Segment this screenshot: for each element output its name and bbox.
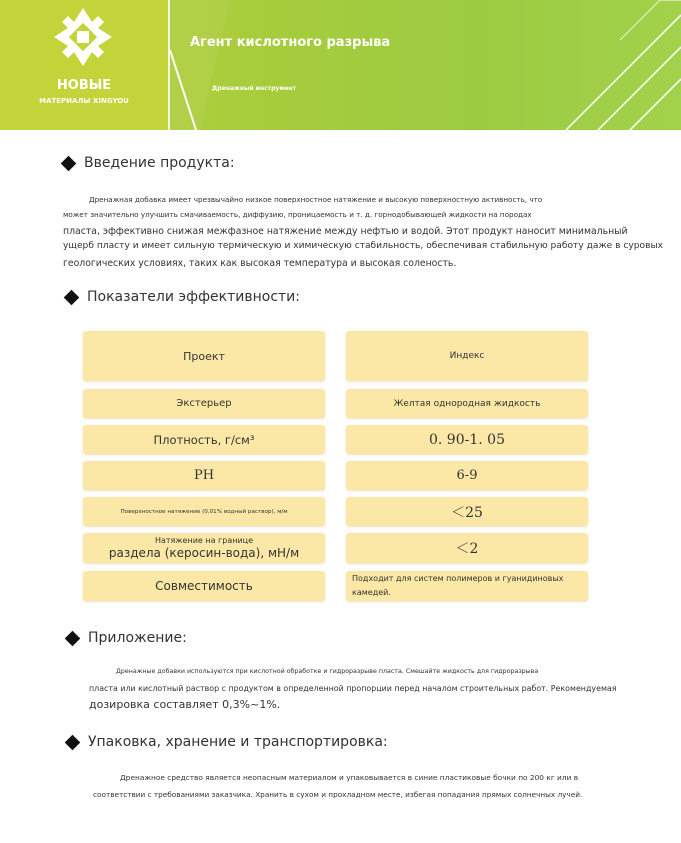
diamond-bullet-icon <box>61 155 77 171</box>
table-cell-left: Плотность, г/см³ <box>83 425 325 454</box>
packaging-heading <box>67 734 388 750</box>
table-cell-right: ＜2 <box>346 533 588 563</box>
table-cell-left: PH <box>83 461 325 490</box>
table-cell-text-line2: раздела (керосин-вода), мН/м <box>108 545 300 560</box>
table-cell-right: Желтая однородная жидкость <box>346 389 588 418</box>
table-header-project: Проект <box>83 331 325 381</box>
application-heading <box>67 630 187 646</box>
diamond-bullet-icon <box>65 734 81 750</box>
application-line: пласта или кислотный раствор с продуктом в определенной пропорции перед началом строительных работ. Рекомендуемая <box>89 684 617 693</box>
logo-text-line1: НОВЫЕ <box>56 78 112 93</box>
table-cell-text-line1: Натяжение на границе <box>154 535 254 545</box>
table-cell-text-line2: камедей. <box>352 588 391 597</box>
intro-line: Дренажная добавка имеет чрезвычайно низкое поверхностное натяжение и высокую поверхностную активность, что <box>89 195 543 204</box>
header-banner <box>0 0 681 130</box>
intro-title: Введение продукта: <box>84 155 235 171</box>
intro-line: может значительно улучшить смачиваемость, диффузию, проницаемость и т. д. горнодобывающей жидкости на породах <box>63 210 532 219</box>
logo-panel <box>0 0 168 130</box>
logo-text-line2: МАТЕРИАЛЫ XINGYOU <box>39 97 129 105</box>
application-line: Дренажные добавки используются при кислотной обработке и гидроразрыве пласта. Смешайте жидкость для гидроразрыва <box>116 668 539 675</box>
star-cross-logo-icon <box>52 6 114 68</box>
application-title: Приложение: <box>88 630 187 646</box>
diamond-bullet-icon <box>64 289 80 305</box>
table-cell-left: Экстерьер <box>83 389 325 418</box>
table-cell-right <box>346 571 588 601</box>
diamond-bullet-icon <box>65 630 81 646</box>
table-cell-right: 0. 90-1. 05 <box>346 425 588 454</box>
table-cell-left <box>83 533 325 563</box>
table-header-index: Индекс <box>346 331 588 381</box>
header-divider <box>168 0 170 130</box>
intro-line: ущерб пласту и имеет сильную термическую и химическую стабильность, обеспечивая стабильную работу даже в суровых <box>63 241 664 251</box>
packaging-line: Дренажное средство является неопасным материалом и упаковывается в синие пластиковые бочки по 200 кг или в <box>120 773 579 782</box>
page-subtitle: Дренажный инструмент <box>212 85 296 92</box>
table-cell-left: Совместимость <box>83 571 325 601</box>
application-line: дозировка составляет 0,3%~1%. <box>89 698 281 711</box>
performance-heading <box>66 289 300 305</box>
table-cell-text-line1: Подходит для систем полимеров и гуанидиновых <box>352 574 564 583</box>
table-cell-right: 6-9 <box>346 461 588 490</box>
intro-heading <box>63 155 235 171</box>
table-cell-left: Поверхностное натяжение (0,01% водный раствор), м/м <box>83 497 325 526</box>
page-title: Агент кислотного разрыва <box>190 35 391 50</box>
intro-line: пласта, эффективно снижая межфазное натяжение между нефтью и водой. Этот продукт наносит минимальный <box>63 226 628 237</box>
table-cell-right: ＜25 <box>346 497 588 526</box>
performance-title: Показатели эффективности: <box>87 289 301 305</box>
packaging-line: соответствии с требованиями заказчика. Хранить в сухом и прохладном месте, избегая попадания прямых солнечных лучей. <box>93 790 583 799</box>
packaging-title: Упаковка, хранение и транспортировка: <box>88 734 388 750</box>
intro-line: геологических условиях, таких как высокая температура и высокая соленость. <box>63 258 457 269</box>
